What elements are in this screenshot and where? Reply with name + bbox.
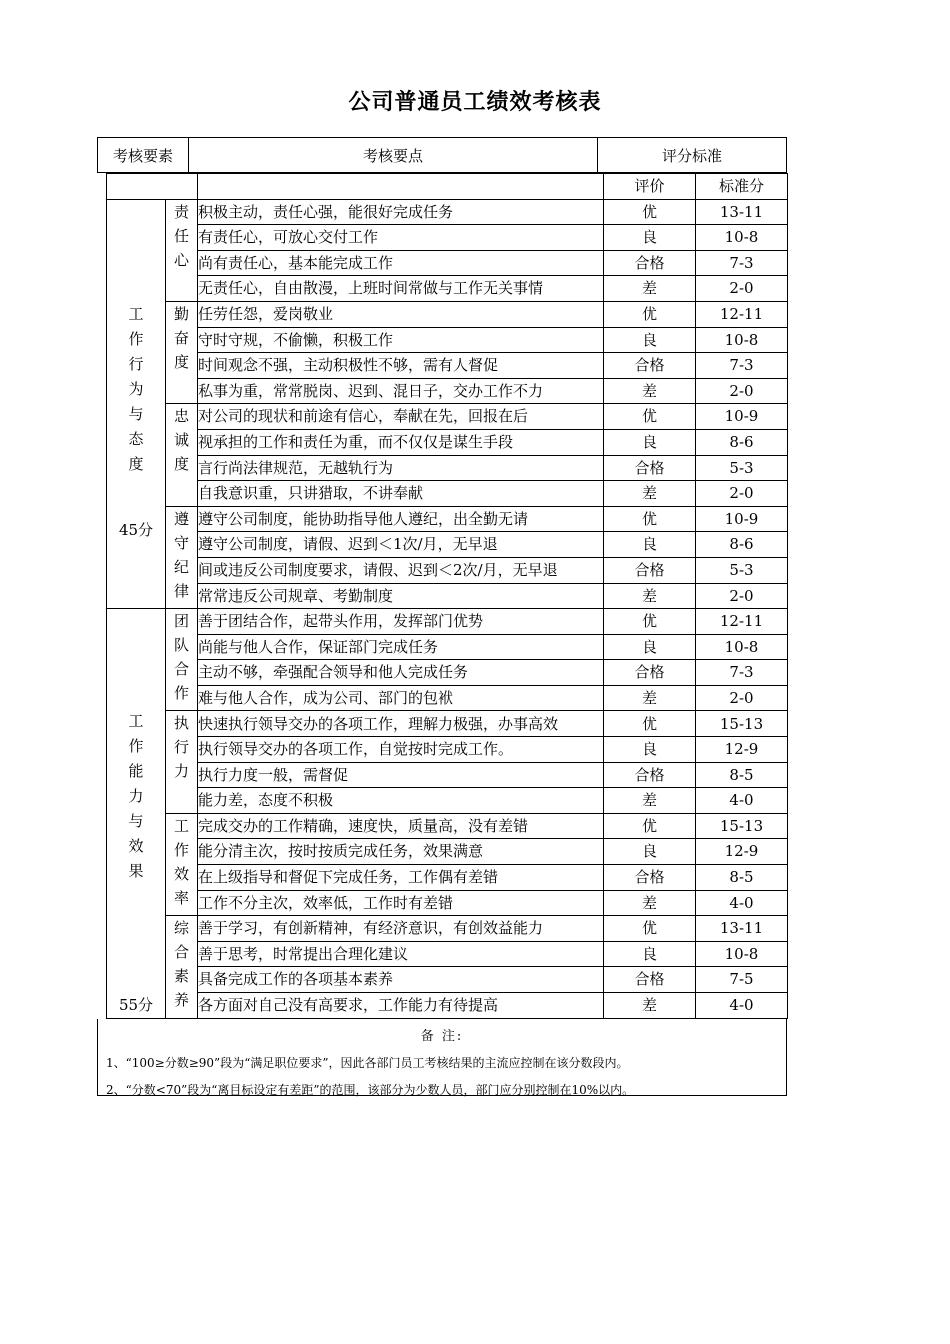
table-row: [107, 506, 788, 532]
point-text: 各方面对自己没有高要求，工作能力有待提高: [198, 993, 604, 1019]
label-char: 度: [128, 454, 144, 473]
category-label: [166, 199, 198, 301]
label-char: 态: [128, 429, 144, 448]
score-cell: 5-3: [696, 557, 788, 583]
label-char: 与: [128, 404, 144, 423]
table-row: [107, 455, 788, 481]
score-cell: 12-11: [696, 609, 788, 635]
score-cell: 10-9: [696, 506, 788, 532]
label-char: 队: [173, 636, 189, 655]
category-label: [166, 916, 198, 1018]
header-factor: 考核要素: [98, 138, 189, 172]
table-row: [107, 762, 788, 788]
table-row: [107, 788, 788, 814]
grade-cell: 良: [604, 327, 696, 353]
score-cell: 15-13: [696, 813, 788, 839]
point-text: 自我意识重，只讲猎取，不讲奉献: [198, 481, 604, 507]
label-char: 行: [128, 354, 144, 373]
label-char: 任: [173, 226, 189, 245]
grade-cell: 良: [604, 532, 696, 558]
score-cell: 2-0: [696, 481, 788, 507]
score-cell: 4-0: [696, 993, 788, 1019]
table-row: [107, 685, 788, 711]
group-score: 55分: [118, 996, 154, 1015]
label-char: 养: [173, 991, 189, 1010]
point-text: 常常违反公司规章、考勤制度: [198, 583, 604, 609]
group-cell: [107, 609, 166, 1019]
table-row: [107, 353, 788, 379]
table-row: [107, 839, 788, 865]
point-text: 无责任心，自由散漫，上班时间常做与工作无关事情: [198, 276, 604, 302]
point-text: 快速执行领导交办的各项工作，理解力极强，办事高效: [198, 711, 604, 737]
point-text: 能分清主次，按时按质完成任务，效果满意: [198, 839, 604, 865]
label-char: 素: [173, 967, 189, 986]
score-cell: 7-3: [696, 250, 788, 276]
category-label: [166, 506, 198, 608]
grade-cell: 合格: [604, 557, 696, 583]
score-cell: 7-5: [696, 967, 788, 993]
grade-cell: 良: [604, 634, 696, 660]
table-row: [107, 634, 788, 660]
grade-cell: 差: [604, 583, 696, 609]
table-header: [97, 137, 787, 173]
label-char: 作: [173, 684, 189, 703]
score-cell: 12-9: [696, 839, 788, 865]
grade-cell: 合格: [604, 967, 696, 993]
label-char: 忠: [173, 407, 189, 426]
page-title: 公司普通员工绩效考核表: [348, 89, 602, 115]
grade-cell: 优: [604, 609, 696, 635]
table-row: [107, 429, 788, 455]
category-label: [166, 711, 198, 813]
label-char: 合: [173, 660, 189, 679]
table-row: [107, 583, 788, 609]
label-char: 奋: [173, 328, 189, 347]
score-cell: 8-5: [696, 762, 788, 788]
label-char: 率: [173, 888, 189, 907]
grade-cell: 合格: [604, 660, 696, 686]
subheader-blank: [107, 174, 198, 200]
table-row: [107, 660, 788, 686]
grade-cell: 差: [604, 788, 696, 814]
point-text: 尚有责任心，基本能完成工作: [198, 250, 604, 276]
grade-cell: 差: [604, 378, 696, 404]
grade-cell: 合格: [604, 865, 696, 891]
score-cell: 10-8: [696, 941, 788, 967]
table-row: [107, 404, 788, 430]
category-label: [166, 404, 198, 506]
grade-cell: 差: [604, 276, 696, 302]
point-text: 执行领导交办的各项工作，自觉按时完成工作。: [198, 737, 604, 763]
label-char: 执: [173, 714, 189, 733]
category-label: [166, 609, 198, 711]
point-text: 积极主动，责任心强，能很好完成任务: [198, 199, 604, 225]
label-char: 心: [173, 250, 189, 269]
score-cell: 7-3: [696, 660, 788, 686]
point-text: 难与他人合作，成为公司、部门的包袱: [198, 685, 604, 711]
score-cell: 2-0: [696, 583, 788, 609]
score-cell: 5-3: [696, 455, 788, 481]
grade-cell: 合格: [604, 762, 696, 788]
score-cell: 13-11: [696, 916, 788, 942]
table-row: [107, 225, 788, 251]
table-row: [107, 250, 788, 276]
table-row: [107, 609, 788, 635]
subheader-row: [107, 174, 788, 200]
score-cell: 4-0: [696, 788, 788, 814]
score-cell: 4-0: [696, 890, 788, 916]
point-text: 遵守公司制度，请假、迟到＜1次/月，无早退: [198, 532, 604, 558]
grade-cell: 优: [604, 506, 696, 532]
grade-cell: 差: [604, 481, 696, 507]
label-char: 工: [173, 816, 189, 835]
label-char: 纪: [173, 557, 189, 576]
notes-line-2: 2、“分数<70”段为“离目标设定有差距”的范围，该部分为少数人员，部门应分别控制在10%以内。: [106, 1083, 635, 1097]
table-row: [107, 276, 788, 302]
table-row: [107, 557, 788, 583]
grade-cell: 良: [604, 737, 696, 763]
label-char: 遵: [173, 509, 189, 528]
score-cell: 10-8: [696, 225, 788, 251]
point-text: 执行力度一般，需督促: [198, 762, 604, 788]
score-cell: 10-8: [696, 327, 788, 353]
table-row: [107, 890, 788, 916]
table-row: [107, 916, 788, 942]
point-text: 工作不分主次，效率低，工作时有差错: [198, 890, 604, 916]
table-row: [107, 737, 788, 763]
point-text: 遵守公司制度，能协助指导他人遵纪，出全勤无请: [198, 506, 604, 532]
grade-cell: 良: [604, 429, 696, 455]
notes-line-1: 1、“100≥分数≥90”段为“满足职位要求”，因此各部门员工考核结果的主流应控制在该分数段内。: [106, 1056, 629, 1070]
point-text: 言行尚法律规范，无越轨行为: [198, 455, 604, 481]
label-char: 责: [173, 202, 189, 221]
table-row: [107, 865, 788, 891]
grade-cell: 优: [604, 711, 696, 737]
point-text: 间或违反公司制度要求，请假、迟到＜2次/月，无早退: [198, 557, 604, 583]
table-row: [107, 532, 788, 558]
label-char: 综: [173, 919, 189, 938]
score-cell: 15-13: [696, 711, 788, 737]
category-label: [166, 813, 198, 915]
point-text: 善于思考，时常提出合理化建议: [198, 941, 604, 967]
category-label: [166, 301, 198, 403]
appraisal-table: [106, 173, 788, 1019]
grade-cell: 差: [604, 685, 696, 711]
grade-cell: 优: [604, 199, 696, 225]
table-row: [107, 481, 788, 507]
label-char: 作: [128, 737, 144, 756]
label-char: 效: [173, 864, 189, 883]
point-text: 对公司的现状和前途有信心，奉献在先，回报在后: [198, 404, 604, 430]
subheader-score: 标准分: [696, 174, 788, 200]
grade-cell: 优: [604, 404, 696, 430]
point-text: 具备完成工作的各项基本素养: [198, 967, 604, 993]
label-char: 果: [128, 862, 144, 881]
grade-cell: 合格: [604, 353, 696, 379]
grade-cell: 合格: [604, 250, 696, 276]
point-text: 有责任心，可放心交付工作: [198, 225, 604, 251]
label-char: 能: [128, 762, 144, 781]
grade-cell: 合格: [604, 455, 696, 481]
label-char: 效: [128, 837, 144, 856]
score-cell: 10-8: [696, 634, 788, 660]
notes-title: 备 注:: [420, 1029, 464, 1044]
label-char: 作: [173, 840, 189, 859]
label-char: 度: [173, 352, 189, 371]
point-text: 守时守规，不偷懒，积极工作: [198, 327, 604, 353]
group-cell: [107, 199, 166, 609]
label-char: 工: [128, 712, 144, 731]
score-cell: 2-0: [696, 276, 788, 302]
point-text: 时间观念不强，主动积极性不够，需有人督促: [198, 353, 604, 379]
score-cell: 8-6: [696, 429, 788, 455]
grade-cell: 差: [604, 890, 696, 916]
table-row: [107, 813, 788, 839]
point-text: 善于团结合作，起带头作用，发挥部门优势: [198, 609, 604, 635]
table-row: [107, 199, 788, 225]
label-char: 诚: [173, 431, 189, 450]
grade-cell: 良: [604, 839, 696, 865]
label-char: 与: [128, 812, 144, 831]
group-label: [107, 709, 165, 884]
point-text: 视承担的工作和责任为重，而不仅仅是谋生手段: [198, 429, 604, 455]
score-cell: 2-0: [696, 685, 788, 711]
label-char: 度: [173, 455, 189, 474]
point-text: 尚能与他人合作，保证部门完成任务: [198, 634, 604, 660]
score-cell: 7-3: [696, 353, 788, 379]
label-char: 律: [173, 581, 189, 600]
score-cell: 10-9: [696, 404, 788, 430]
score-cell: 12-11: [696, 301, 788, 327]
grade-cell: 良: [604, 225, 696, 251]
point-text: 私事为重，常常脱岗、迟到、混日子，交办工作不力: [198, 378, 604, 404]
table-row: [107, 967, 788, 993]
grade-cell: 优: [604, 916, 696, 942]
header-standard: 评分标准: [661, 146, 722, 165]
subheader-eval: 评价: [604, 174, 696, 200]
table-row: [107, 378, 788, 404]
grade-cell: 优: [604, 813, 696, 839]
grade-cell: 优: [604, 301, 696, 327]
score-cell: 8-5: [696, 865, 788, 891]
score-cell: 12-9: [696, 737, 788, 763]
group-score: 45分: [118, 520, 154, 539]
table-row: [107, 993, 788, 1019]
grade-cell: 良: [604, 941, 696, 967]
label-char: 守: [173, 533, 189, 552]
label-char: 力: [128, 787, 144, 806]
table-row: [107, 327, 788, 353]
table-row: [107, 941, 788, 967]
point-text: 善于学习，有创新精神，有经济意识，有创效益能力: [198, 916, 604, 942]
label-char: 团: [173, 612, 189, 631]
point-text: 在上级指导和督促下完成任务，工作偶有差错: [198, 865, 604, 891]
label-char: 合: [173, 943, 189, 962]
header-points: 考核要点: [189, 138, 598, 172]
table-row: [107, 301, 788, 327]
notes-box: [97, 1019, 787, 1096]
point-text: 任劳任怨，爱岗敬业: [198, 301, 604, 327]
table-row: [107, 711, 788, 737]
label-char: 勤: [173, 304, 189, 323]
label-char: 工: [128, 304, 144, 323]
label-char: 行: [173, 738, 189, 757]
score-cell: 13-11: [696, 199, 788, 225]
point-text: 完成交办的工作精确，速度快，质量高，没有差错: [198, 813, 604, 839]
score-cell: 8-6: [696, 532, 788, 558]
label-char: 作: [128, 329, 144, 348]
grade-cell: 差: [604, 993, 696, 1019]
score-cell: 2-0: [696, 378, 788, 404]
subheader-blank-points: [198, 174, 604, 200]
point-text: 能力差，态度不积极: [198, 788, 604, 814]
point-text: 主动不够，牵强配合领导和他人完成任务: [198, 660, 604, 686]
label-char: 力: [173, 762, 189, 781]
label-char: 为: [128, 379, 144, 398]
group-label: [107, 302, 165, 477]
